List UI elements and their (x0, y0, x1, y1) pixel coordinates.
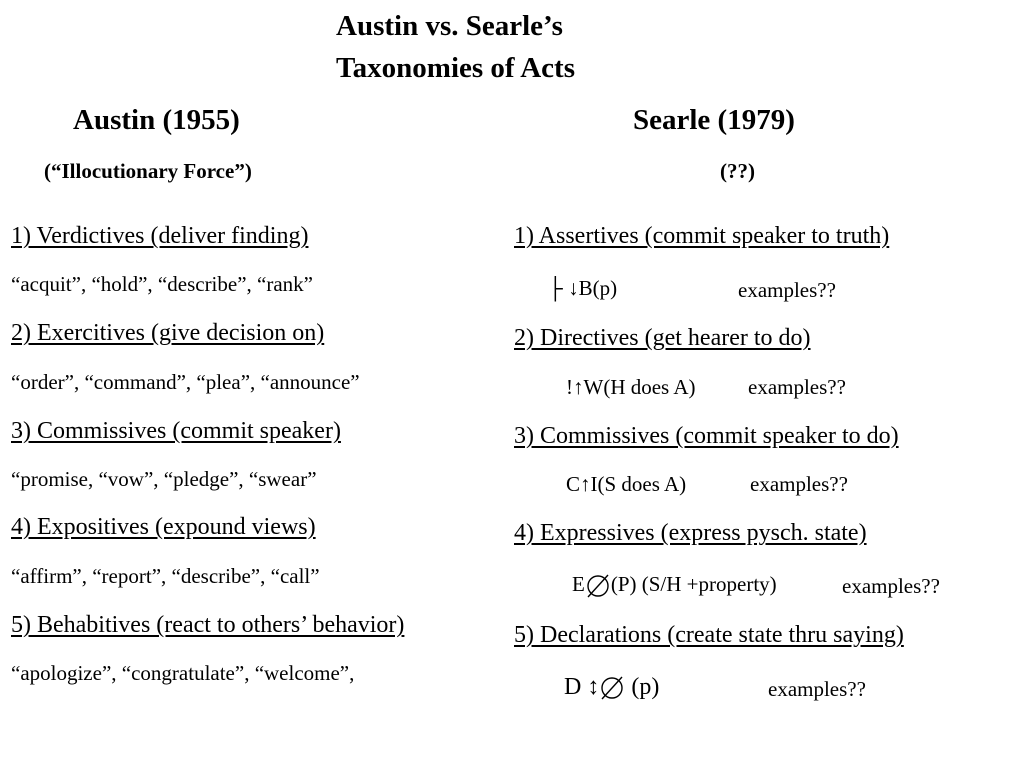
searle-item-3-examples: examples?? (750, 472, 848, 496)
slide-title-line-1: Austin vs. Searle’s (336, 10, 563, 42)
expressive-formula: (P) (S/H +property) (610, 572, 777, 596)
austin-subheading: (“Illocutionary Force”) (44, 159, 252, 183)
searle-item-1: 1) Assertives (commit speaker to truth) (514, 223, 890, 249)
austin-item-2-examples: “order”, “command”, “plea”, “announce” (11, 370, 360, 394)
assertive-symbol: ├ ↓ (548, 276, 579, 300)
directive-formula: W(H does A) (583, 375, 696, 399)
searle-item-5-examples: examples?? (768, 677, 866, 701)
austin-item-4: 4) Expositives (expound views) (11, 514, 316, 540)
austin-item-1: 1) Verdictives (deliver finding) (11, 223, 309, 249)
searle-item-4: 4) Expressives (express pysch. state) (514, 520, 867, 546)
commissive-symbol: C↑ (566, 472, 591, 496)
declaration-symbol: D ↕ (564, 674, 600, 700)
searle-heading: Searle (1979) (633, 104, 795, 136)
directive-symbol: !↑ (566, 375, 584, 399)
expressive-symbol: E (572, 572, 585, 596)
austin-heading: Austin (1955) (73, 104, 240, 136)
slide-title-line-2: Taxonomies of Acts (336, 52, 575, 84)
austin-item-3: 3) Commissives (commit speaker) (11, 418, 341, 444)
searle-item-4-examples: examples?? (842, 574, 940, 598)
searle-item-2-formula (566, 375, 695, 400)
commissive-formula: I(S does A) (590, 472, 687, 496)
austin-item-4-examples: “affirm”, “report”, “describe”, “call” (11, 564, 320, 588)
searle-item-2: 2) Directives (get hearer to do) (514, 325, 811, 351)
assertive-formula: B(p) (578, 276, 618, 300)
austin-item-3-examples: “promise, “vow”, “pledge”, “swear” (11, 467, 317, 491)
searle-item-3: 3) Commissives (commit speaker to do) (514, 423, 899, 449)
searle-item-3-formula (566, 472, 686, 497)
austin-item-1-examples: “acquit”, “hold”, “describe”, “rank” (11, 272, 313, 296)
searle-item-2-examples: examples?? (748, 375, 846, 399)
searle-item-1-formula (548, 276, 617, 301)
declaration-formula: (p) (631, 674, 660, 700)
empty-set-icon (599, 675, 625, 701)
empty-set-icon (585, 573, 611, 599)
searle-item-5-formula (564, 674, 659, 701)
searle-item-4-formula (572, 572, 777, 599)
austin-item-2: 2) Exercitives (give decision on) (11, 320, 325, 346)
searle-item-5: 5) Declarations (create state thru saying) (514, 622, 904, 648)
searle-item-1-examples: examples?? (738, 278, 836, 302)
austin-item-5-examples: “apologize”, “congratulate”, “welcome”, (11, 661, 355, 685)
austin-item-5: 5) Behabitives (react to others’ behavior) (11, 612, 405, 638)
searle-subheading: (??) (720, 159, 755, 183)
